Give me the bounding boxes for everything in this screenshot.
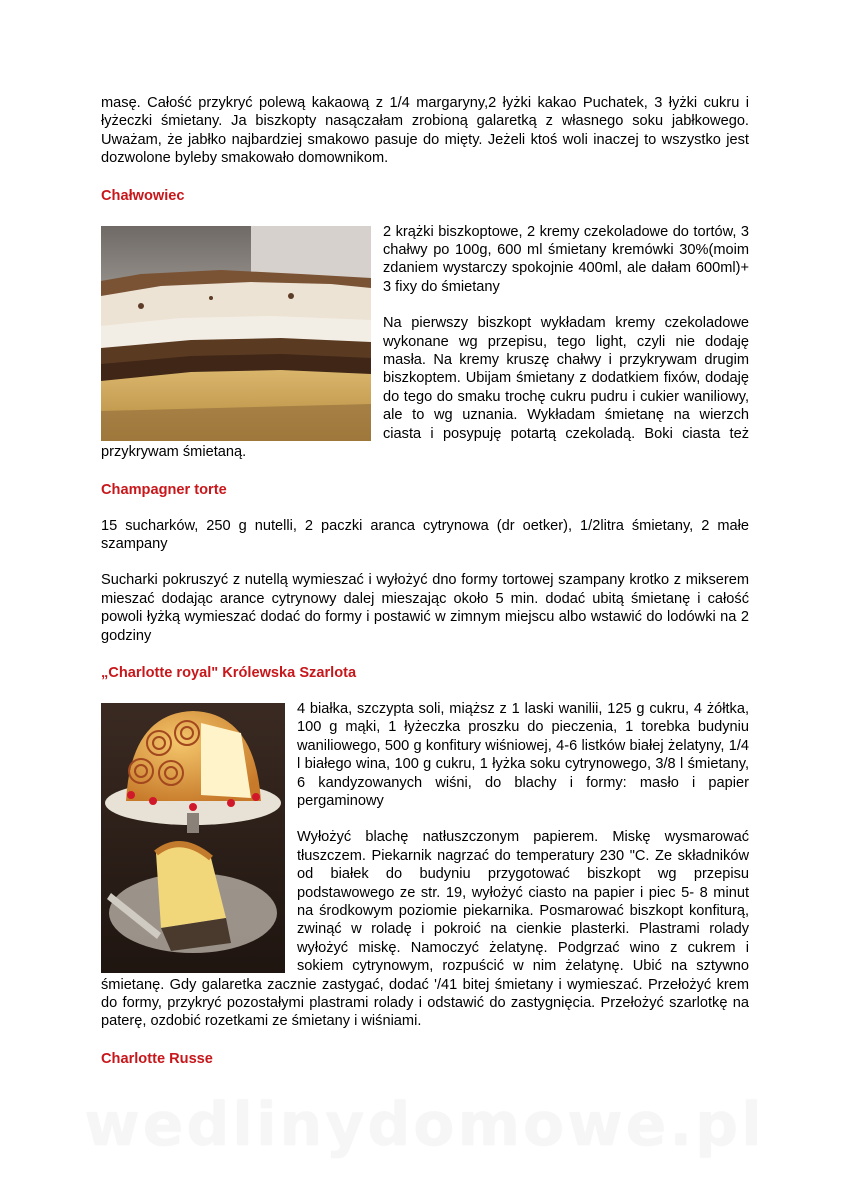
- recipe-title-chalwowiec: Chałwowiec: [101, 187, 185, 204]
- champagner-ingredients: 15 sucharków, 250 g nutelli, 2 paczki aranca cytrynowa (dr oetker), 1/2litra śmietany, 2 małe szampany: [101, 517, 749, 552]
- recipe-chalwowiec: [101, 223, 749, 462]
- recipe-charlotte-royal: [101, 700, 749, 1031]
- charlotte-royal-photo: [101, 703, 285, 973]
- champagner-method: Sucharki pokruszyć z nutellą wymieszać i wyłożyć dno formy tortowej szampany krotko z mikserem mieszać dodając arance cytrynowy dalej mieszając około 5 min. dodać ubitą śmietanę i całość powoli łyżką wymieszać dodać do formy i postawić w zimnym miejscu albo wstawić do lodówki na 2 godziny: [101, 572, 749, 644]
- recipe-title-champagner: Champagner torte: [101, 481, 227, 498]
- chalwowiec-ingredients: 2 krążki biszkoptowe, 2 kremy czekoladowe do tortów, 3 chałwy po 100g, 600 ml śmietany kremówki 30%(moim zdaniem wystarczy spokojnie 400ml, ale dałam 600ml)+ 3 fixy do śmietany: [383, 223, 749, 295]
- document-page: [101, 94, 749, 1068]
- chalwowiec-cake-photo: [101, 226, 371, 441]
- recipe-title-charlotte-royal: „Charlotte royal" Królewska Szarlota: [101, 664, 357, 681]
- recipe-title-charlotte-russe: Charlotte Russe: [101, 1050, 213, 1067]
- intro-paragraph: masę. Całość przykryć polewą kakaową z 1/4 margaryny,2 łyżki kakao Puchatek, 3 łyżki cukru i łyżeczki śmietany. Ja biszkopty nasączałam zrobioną galaretką z własnego soku jabłkowego. Uważam, że jabłko najbardziej smakowo pasuje do mięty. Jeżeli ktoś woli inaczej to wszystko jest dozwolone byleby smakowało domownikom.: [101, 95, 749, 167]
- chalwowiec-method: Na pierwszy biszkopt wykładam kremy czekoladowe wykonane wg przepisu, tego light, czyli nie dodaję masła. Na kremy kruszę chałwy i przykrywam drugim biszkoptem. Ubijam śmietany z dodatkiem fixów, dodaję do tego do smaku trochę cukru pudru i cukier waniliowy, ale to wg uznania. Wykładam śmietanę na wierzch ciasta i posypuję potartą czekoladą. Boki ciasta też przykrywam śmietaną.: [101, 315, 749, 461]
- watermark-text: wedlinydomowe.pl: [84, 1090, 765, 1160]
- charlotte-royal-ingredients: 4 białka, szczypta soli, miąższ z 1 laski wanilii, 125 g cukru, 4 żółtka, 100 g mąki, 1 łyżeczka proszku do pieczenia, 1 torebka budyniu waniliowego, 500 g konfitury wiśniowej, 4-6 listków białej żelatyny, 1/4 l białego wina, 100 g cukru, 1 łyżka soku cytrynowego, 3/8 l śmietany, 6 kandyzowanych wiśni, do blachy i formy: masło i papier pergaminowy: [297, 700, 749, 809]
- charlotte-royal-method: Wyłożyć blachę natłuszczonym papierem. Miskę wysmarować tłuszczem. Piekarnik nagrzać do temperatury 230 "C. Ze składników od białek do budyniu przygotować biszkopt wg przepisu podstawowego ze str. 19, wyłożyć ciasto na papier i piec 5- 8 minut na środkowym poziomie piekarnika. Posmarować biszkopt konfiturą, zwinąć w roladę i pokroić na cienkie plasterki. Plastrami rolady wyłożyć miskę. Namoczyć żelatynę. Podgrzać wino z cukrem i sokiem cytrynowym, rozpuścić w nim żelatynę. Ubić na sztywno śmietanę. Gdy galaretka zacznie zastygać, dodać '/41 bitej śmietany i wymieszać. Przełożyć krem do formy, przykryć pozostałymi plastrami rolady i odstawić do zastygnięcia. Przełożyć szarlotkę na paterę, ozdobić rozetkami ze śmietany i wiśniami.: [101, 829, 749, 1030]
